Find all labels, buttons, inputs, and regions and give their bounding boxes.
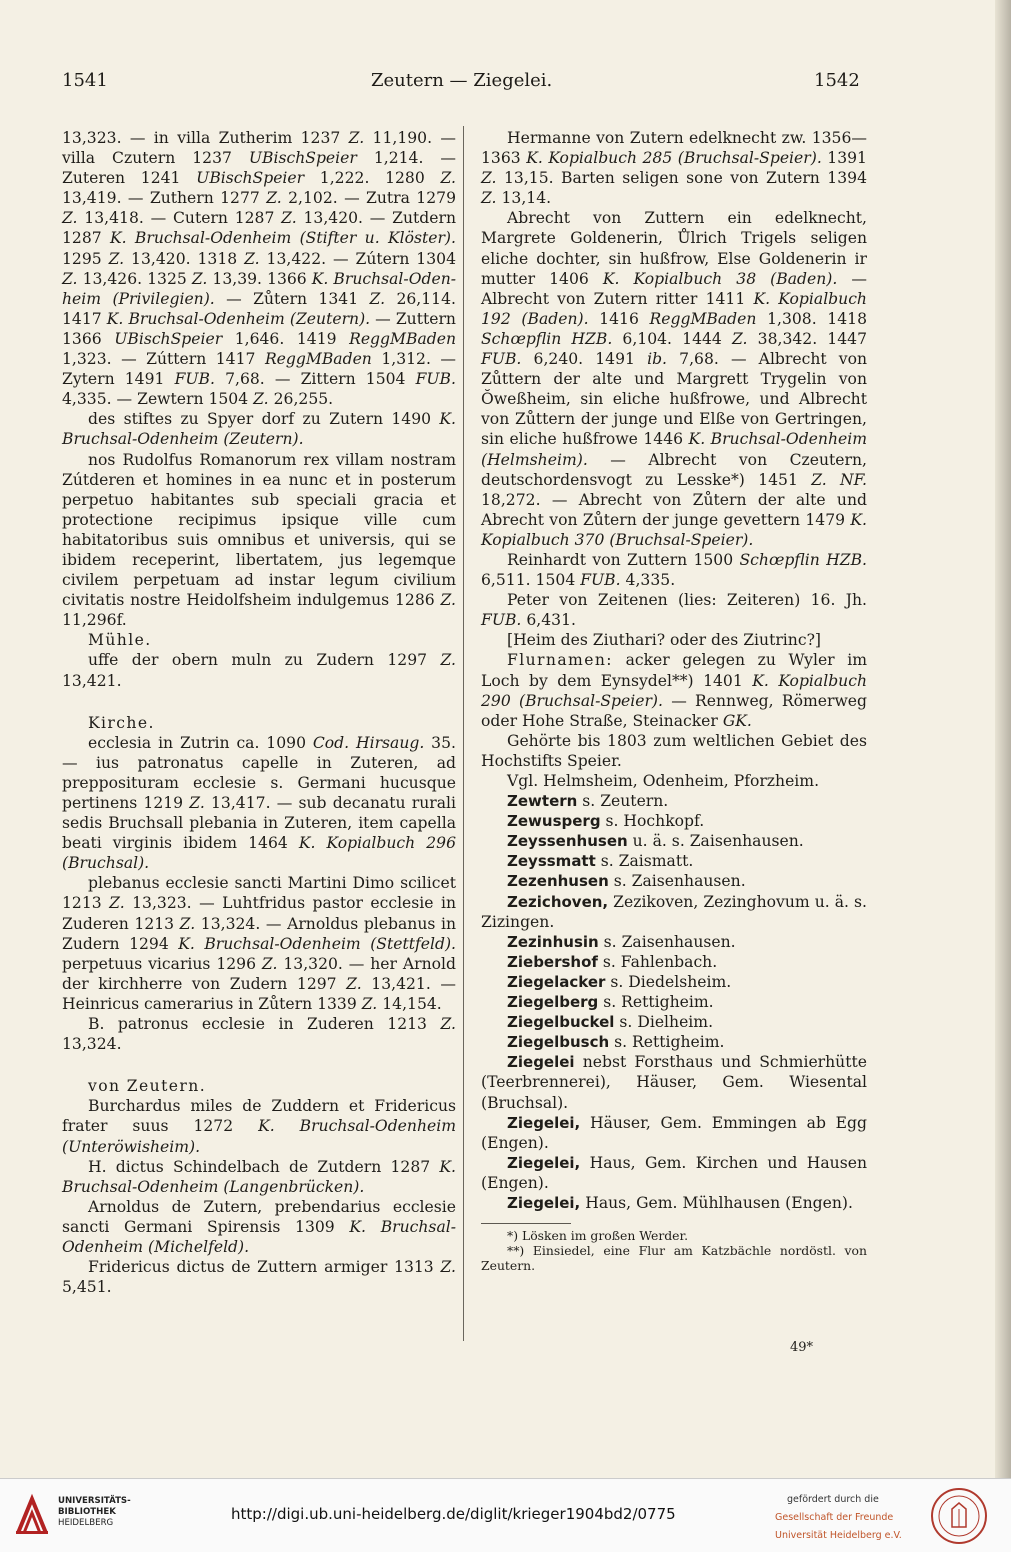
left_column-paragraph: plebanus ecclesie sancti Martini Dimo scilicet 1213 Z. 13,323. — Luhtfridus pastor ecclesie in Zuderen 1213 Z. 13,324. — Arnoldus plebanus in Zudern 1294 K. Bruchsal-Odenheim (Stettfeld). perpetuus vicarius 1296 Z. 13,320. — her Arnold der kirchherre von Zudern 1297 Z. 13,421. — Heinricus camerarius in Zůtern 1339 Z. 14,154.: [62, 874, 456, 1013]
right_column-paragraph: Ziebershof s. Fahlenbach.: [507, 952, 718, 971]
page-number-left: 1541: [62, 70, 108, 91]
right_column-paragraph: Ziegelbusch s. Rettigheim.: [507, 1033, 725, 1052]
left_column-paragraph: Fridericus dictus de Zuttern armiger 1313 Z. 5,451.: [62, 1258, 456, 1297]
right_column-paragraph: Ziegelei nebst Forsthaus und Schmierhütte (Teerbrennerei), Häuser, Gem. Wiesental (Bruchsal).: [481, 1053, 867, 1112]
left_column-paragraph: von Zeutern.: [88, 1077, 207, 1096]
permalink-url[interactable]: http://digi.ub.uni-heidelberg.de/diglit/krieger1904bd2/0775: [231, 1505, 676, 1523]
left_column-paragraph: ecclesia in Zutrin ca. 1090 Cod. Hirsaug. 35. — ius patronatus capelle in Zuteren, ad prepposituram ecclesie s. Germani hucusque pertinens 1219 Z. 13,417. — sub decanatu rurali sedis Bruchsall plebania in Zuteren, item capella beati virginis ibidem 1464 K. Kopialbuch 296 (Bruchsal).: [62, 733, 456, 873]
right_column-paragraph: Zewusperg s. Hochkopf.: [507, 812, 705, 831]
right_column-paragraph: Ziegelbuckel s. Dielheim.: [507, 1013, 714, 1032]
right_column-paragraph: Vgl. Helmsheim, Odenheim, Pforzheim.: [507, 772, 820, 790]
university-seal-icon: [930, 1487, 988, 1545]
left-column: [62, 128, 456, 1297]
library-name[interactable]: UNIVERSITÄTS- BIBLIOTHEK HEIDELBERG: [58, 1496, 131, 1528]
right_column-paragraph: Flurnamen: acker gelegen zu Wyler im Loch by dem Eynsydel**) 1401 K. Kopialbuch 290 (Bruchsal-Speier). — Rennweg, Römerweg oder Hohe Straße, Steinacker GK.: [481, 651, 867, 730]
page-header: [0, 70, 1011, 100]
left_column-paragraph: Kirche.: [88, 713, 155, 732]
left_column-paragraph: Mühle.: [88, 631, 152, 650]
right_column-paragraph: Reinhardt von Zuttern 1500 Schœpflin HZB. 6,511. 1504 FUB. 4,335.: [481, 550, 867, 590]
right_column-paragraph: Hermanne von Zutern edelknecht zw. 1356—1363 K. Kopialbuch 285 (Bruchsal-Speier). 1391 Z. 13,15. Barten seligen sone von Zutern 1394 Z. 13,14.: [481, 129, 867, 208]
right_column-paragraph: Zezinhusin s. Zaisenhausen.: [507, 932, 736, 951]
right_column-paragraph: Zezichoven, Zezikoven, Zezinghovum u. ä. s. Zizingen.: [481, 892, 867, 931]
right_column-paragraph: Zeyssenhusen u. ä. s. Zaisenhausen.: [507, 832, 804, 851]
left_column-paragraph: nos Rudolfus Romanorum rex villam nostram Zútderen et homines in ea nunc et in posterum perpetuo habitantes sub speciali gracia et protectione recipimus ipsique ville cum habitatoribus suis omnibus et universis, qui se ibidem receperint, libertatem, jus legemque civilem perpetuam ad instar legum civilium civitatis nostre Heidolfsheim indulgemus 1286 Z. 11,296f.: [62, 450, 456, 630]
right_column-paragraph: Gehörte bis 1803 zum weltlichen Gebiet des Hochstifts Speier.: [481, 731, 867, 770]
right_column-paragraph: Ziegelacker s. Diedelsheim.: [507, 972, 732, 991]
running-title: Zeutern — Ziegelei.: [371, 70, 553, 91]
footnote-rule: [481, 1223, 571, 1224]
right_column-paragraph: Abrecht von Zuttern ein edelknecht, Margrete Goldenerin, Ůlrich Trigels seligen eliche dochter, sin hußfrow, Else Goldenerin ir mutter 1406 K. Kopialbuch 38 (Baden). — Albrecht von Zutern ritter 1411 K. Kopialbuch 192 (Baden). 1416 ReggMBaden 1,308. 1418 Schœpflin HZB. 6,104. 1444 Z. 38,342. 1447 FUB. 6,240. 1491 ib. 7,68. — Albrecht von Zůttern der alte und Margrett Trygelin von Ŏweßheim, sin eliche hußfrowe, und Albrecht von Zůttern der junge und Elße von Gertringen, sin eliche hußfrowe 1446 K. Bruchsal-Odenheim (Helmsheim). — Albrecht von Czeutern, deutschordensvogt zu Lesske*) 1451 Z. NF. 18,272. — Abrecht von Zůtern der alte und Abrecht von Zůtern der junge gevettern 1479 K. Kopialbuch 370 (Bruchsal-Speier).: [481, 209, 868, 549]
right_column-paragraph: Ziegelei, Haus, Gem. Kirchen und Hausen (Engen).: [481, 1153, 867, 1192]
right_column-paragraph: Ziegelberg s. Rettigheim.: [507, 993, 714, 1012]
page-edge-shadow: [995, 0, 1011, 1478]
viewer-footer: [0, 1478, 1011, 1552]
right_column-paragraph: Peter von Zeitenen (lies: Zeiteren) 16. Jh. FUB. 6,431.: [481, 591, 867, 630]
footnote-1: *) Lösken im großen Werder.: [507, 1228, 689, 1244]
footnotes: [481, 1228, 867, 1273]
sponsor-credit[interactable]: gefördert durch die Gesellschaft der Freunde Universität Heidelberg e.V.: [775, 1494, 902, 1541]
page-number-right: 1542: [814, 70, 860, 91]
footnote-2: **) Einsiedel, eine Flur am Katzbächle nordöstl. von Zeutern.: [481, 1243, 867, 1274]
right_column-paragraph: [Heim des Ziuthari? oder des Ziutrinc?]: [507, 631, 822, 650]
left_column-paragraph: Arnoldus de Zutern, prebendarius ecclesie sancti Germani Spirensis 1309 K. Bruchsal-Odenheim (Michelfeld).: [62, 1197, 456, 1256]
right_column-paragraph: Ziegelei, Haus, Gem. Mühlhausen (Engen).: [507, 1193, 853, 1212]
right-column: [481, 128, 867, 1273]
left_column-paragraph: H. dictus Schindelbach de Zutdern 1287 K. Bruchsal-Odenheim (Langenbrücken).: [62, 1157, 456, 1196]
left_column-paragraph: B. patronus ecclesie in Zuderen 1213 Z. 13,324.: [62, 1015, 456, 1054]
right_column-paragraph: Zewtern s. Zeutern.: [507, 792, 669, 811]
left_column-paragraph: des stiftes zu Spyer dorf zu Zutern 1490 K. Bruchsal-Odenheim (Zeutern).: [62, 410, 456, 449]
right_column-paragraph: Zezenhusen s. Zaisenhausen.: [507, 872, 746, 891]
right_column-paragraph: Zeyssmatt s. Zaismatt.: [507, 852, 694, 871]
column-divider: [463, 126, 464, 1341]
library-logo-icon[interactable]: [12, 1493, 52, 1537]
right_column-paragraph: Ziegelei, Häuser, Gem. Emmingen ab Egg (Engen).: [481, 1113, 867, 1152]
left_column-paragraph: uffe der obern muln zu Zudern 1297 Z. 13,421.: [62, 651, 456, 690]
left_column-paragraph: 13,323. — in villa Zutherim 1237 Z. 11,190. — villa Czutern 1237 UBischSpeier 1,214. — Zuteren 1241 UBischSpeier 1,222. 1280 Z. 13,419. — Zuthern 1277 Z. 2,102. — Zutra 1279 Z. 13,418. — Cutern 1287 Z. 13,420. — Zutdern 1287 K. Bruchsal-Odenheim (Stifter u. Klöster). 1295 Z. 13,420. 1318 Z. 13,422. — Zútern 1304 Z. 13,426. 1325 Z. 13,39. 1366 K. Bruchsal-Odenheim (Privilegien). — Zůtern 1341 Z. 26,114. 1417 K. Bruchsal-Odenheim (Zeutern). — Zuttern 1366 UBischSpeier 1,646. 1419 ReggMBaden 1,323. — Zúttern 1417 ReggMBaden 1,312. — Zytern 1491 FUB. 7,68. — Zittern 1504 FUB. 4,335. — Zewtern 1504 Z. 26,255.: [62, 129, 457, 409]
signature-mark: 49*: [790, 1340, 814, 1355]
left_column-paragraph: Burchardus miles de Zuddern et Fridericus frater suus 1272 K. Bruchsal-Odenheim (Unteröwisheim).: [62, 1097, 456, 1156]
